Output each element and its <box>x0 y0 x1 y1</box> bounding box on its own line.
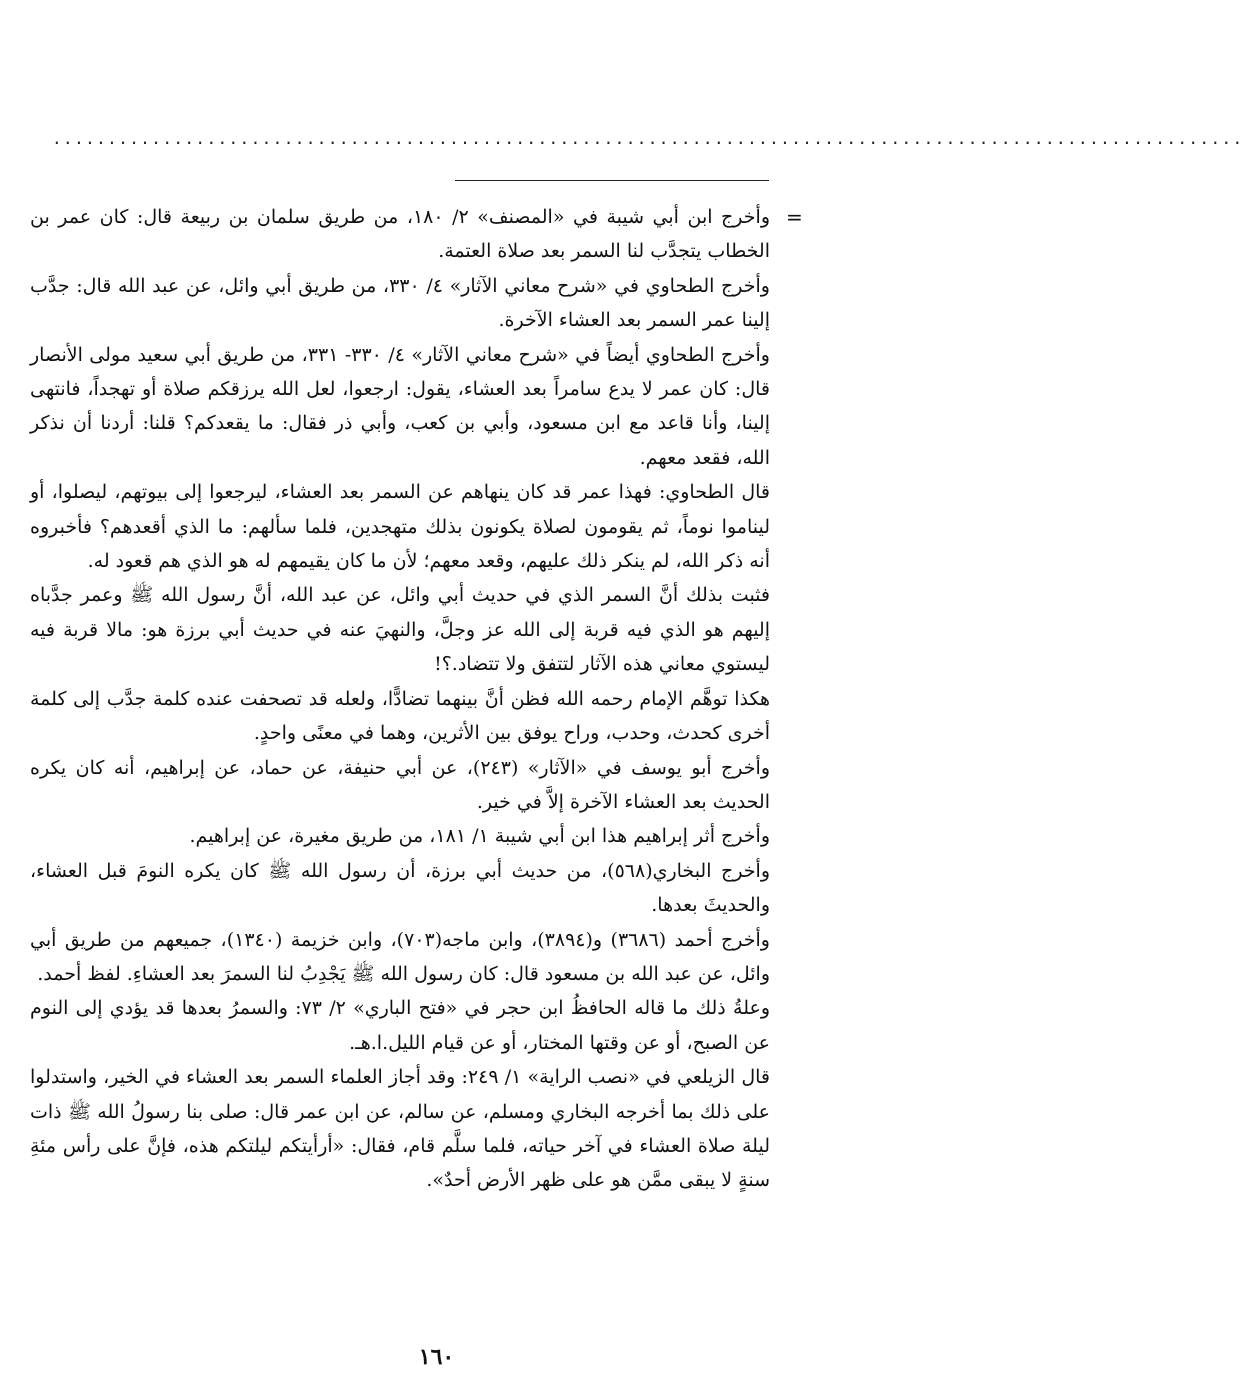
footnote-paragraph-2: وأخرج الطحاوي في «شرح معاني الآثار» ٤/ ٣٣٠، من طريق أبي وائل، عن عبد الله قال: جدَّب إلينا عمر السمر بعد العشاء الآخرة. <box>30 274 770 332</box>
footnote-paragraph-7: وأخرج أبو يوسف في «الآثار» (٢٤٣)، عن أبي حنيفة، عن حماد، عن إبراهيم، أنه كان يكره الحديث بعد العشاء الآخرة إلاَّ في خير. <box>30 756 770 813</box>
footnote-paragraph-9: وأخرج البخاري(٥٦٨)، من حديث أبي برزة، أن رسول الله ﷺ كان يكره النومَ قبل العشاء، والحديثَ بعدها. <box>30 859 771 917</box>
header-dotted-separator: ............................................................................................................ <box>52 129 1244 148</box>
continuation-mark: = <box>786 205 803 229</box>
footnote-paragraph-5: فثبت بذلك أنَّ السمر الذي في حديث أبي وائل، عن عبد الله، أنَّ رسول الله ﷺ وعمر جدَّباه إليهم هو الذي فيه قربة إلى الله عز وجلَّ، والنهيَ عنه في حديث أبي برزة هو: مالا قربة فيه ليستوي معاني هذه الآثار لتتفق ولا تتضاد.؟! <box>30 584 770 676</box>
footnote-paragraph-6: هكذا توهَّم الإمام رحمه الله فظن أنَّ بينهما تضادًّا، ولعله قد تصحفت عنده كلمة جدَّب إلى كلمة أخرى كحدث، وحدب، وراح يوفق بين الأثرين، وهما في معنًى واحدٍ. <box>30 687 770 745</box>
footnote-paragraph-10: وأخرج أحمد (٣٦٨٦) و(٣٨٩٤)، وابن ماجه(٧٠٣)، وابن خزيمة (١٣٤٠)، جميعهم من طريق أبي وائل، عن عبد الله بن مسعود قال: كان رسول الله ﷺ يَجْدِبُ لنا السمرَ بعد العشاءِ. لفظ أحمد. <box>30 928 770 985</box>
footnote-paragraph-12: قال الزيلعي في «نصب الراية» ١/ ٢٤٩: وقد أجاز العلماء السمر بعد العشاء في الخير، واستدلوا على ذلك بما أخرجه البخاري ومسلم، عن سالم، عن ابن عمر قال: صلى بنا رسولُ الله ﷺ ذات ليلة صلاة العشاء في آخر حياته، فلما سلَّم قام، فقال: «أرأيتكم ليلتكم هذه، فإنَّ على رأس مئةِ سنةٍ لا يبقى ممَّن هو على ظهر الأرض أحدٌ». <box>30 1066 770 1192</box>
footnote-text-block <box>30 200 770 1198</box>
page-number: ١٦٠ <box>418 1344 455 1370</box>
footnote-paragraph-8: وأخرج أثر إبراهيم هذا ابن أبي شيبة ١/ ١٨١، من طريق مغيرة، عن إبراهيم. <box>189 825 770 848</box>
footnote-paragraph-11: وعلةُ ذلك ما قاله الحافظُ ابن حجر في «فتح الباري» ٢/ ٧٣: والسمرُ بعدها قد يؤدي إلى النوم عن الصبح، أو عن وقتها المختار، أو عن قيام الليل.ا.هـ. <box>30 997 771 1054</box>
footnote-paragraph-3: وأخرج الطحاوي أيضاً في «شرح معاني الآثار» ٤/ ٣٣٠- ٣٣١، من طريق أبي سعيد مولى الأنصار قال: كان عمر لا يدع سامراً بعد العشاء، يقول: ارجعوا، لعل الله يرزقكم صلاة أو تهجداً، فانتهى إلينا، وأنا قاعد مع ابن مسعود، وأبي بن كعب، وأبي ذر فقال: ما يقعدكم؟ قلنا: أردنا أن نذكر الله، فقعد معهم. <box>30 343 771 469</box>
footnote-paragraph-4: قال الطحاوي: فهذا عمر قد كان ينهاهم عن السمر بعد العشاء، ليرجعوا إلى بيوتهم، ليصلوا، أو ليناموا نوماً، ثم يقومون لصلاة يكونون بذلك متهجدين، فلما سألهم: ما الذي أقعدهم؟ فأخبروه أنه ذكر الله، لم ينكر ذلك عليهم، وقعد معهم؛ لأن ما كان يقيمهم له هو الذي هم قعود له. <box>30 481 770 573</box>
footnote-paragraph-1: وأخرج ابن أبي شيبة في «المصنف» ٢/ ١٨٠، من طريق سلمان بن ربيعة قال: كان عمر بن الخطاب يتجدَّب لنا السمر بعد صلاة العتمة. <box>30 206 770 263</box>
footnote-rule <box>455 180 769 181</box>
